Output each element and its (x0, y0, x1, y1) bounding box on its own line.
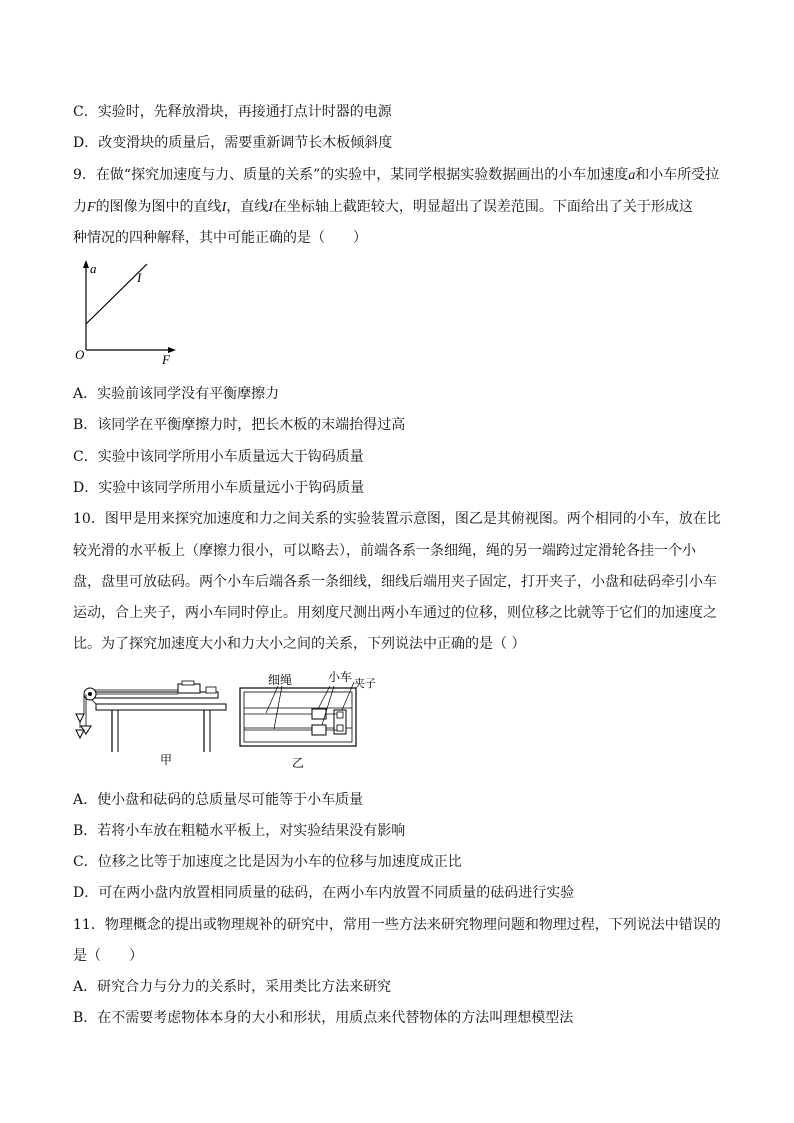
q9-line3: 种情况的四种解释，其中可能正确的是（ ） (73, 230, 367, 246)
q9-text: 在坐标轴上截距较大，明显超出了误差范围。下面给出了关于形成这 (272, 199, 693, 215)
q11-line1: 11．物理概念的提出或物理规补的研究中，常用一些方法来研究物理问题和物理过程，下列说法中错误的 (73, 917, 721, 933)
cart-top (312, 709, 326, 719)
q10-line2: 较光滑的水平板上（摩擦力很小，可以略去），前端各系一条细绳，绳的另一端跨过定滑轮各挂一个小 (73, 543, 696, 559)
q10-line1: 10．图甲是用来探究加速度和力之间关系的实验装置示意图，图乙是其俯视图。两个相同的小车，放在比 (73, 511, 721, 527)
apparatus-top-view (240, 670, 376, 770)
q9-option-a: A．实验前该同学没有平衡摩擦力 (73, 386, 280, 402)
table-top (96, 704, 226, 710)
q11-line2: 是（ ） (73, 948, 143, 964)
y-axis-label: a (90, 261, 97, 276)
q9-text: 9．在做“探究加速度与力、质量的关系”的实验中，某同学根据实验数据画出的小车加速度 (73, 167, 629, 183)
q9-option-c: C．实验中该同学所用小车质量远大于钩码质量 (73, 449, 364, 465)
var-i: I (221, 200, 227, 215)
var-i: I (268, 200, 273, 215)
weight-pan (76, 714, 84, 722)
q9-text: 力 (73, 199, 87, 215)
q10-line3: 盘，盘里可放砝码。两个小车后端各系一条细线，细线后端用夹子固定，打开夹子，小盘和砝码牵引小车 (73, 574, 717, 590)
x-axis-label: F (162, 352, 170, 367)
q9-option-b: B．该同学在平衡摩擦力时，把长木板的末端抬得过高 (73, 417, 406, 433)
q10-option-d: D．可在两小盘内放置相同质量的砝码，在两小车内放置不同质量的砝码进行实验 (73, 885, 575, 901)
q10-option-a: A．使小盘和砝码的总质量尽可能等于小车质量 (73, 792, 364, 808)
label-cart: 小车 (328, 670, 353, 684)
q9-graph (70, 258, 190, 368)
q9-text: 和小车所受拉 (635, 167, 720, 183)
label-clip: 夹子 (354, 677, 376, 690)
line-label: I (137, 270, 142, 285)
cart-top (312, 725, 326, 735)
q9-line1 (73, 165, 719, 186)
q10-figure (66, 668, 396, 776)
option-c-prev: C．实验时，先释放滑块，再接通打点计时器的电源 (73, 104, 392, 120)
label-jia: 甲 (160, 753, 173, 767)
q9-line2 (73, 197, 693, 218)
apparatus-side-view (76, 681, 226, 767)
q10-option-b: B．若将小车放在粗糙水平板上，对实验结果没有影响 (73, 823, 406, 839)
option-d-prev: D．改变滑块的质量后，需要重新调节长木板倾斜度 (73, 135, 393, 151)
q10-option-c: C．位移之比等于加速度之比是因为小车的位移与加速度成正比 (73, 854, 462, 870)
q9-text: ，直线 (226, 199, 269, 215)
var-a: a (628, 168, 636, 183)
q9-option-d: D．实验中该同学所用小车质量远小于钩码质量 (73, 480, 365, 496)
y-axis-arrow (83, 260, 89, 268)
q10-line4: 运动，合上夹子，两小车同时停止。用刻度尺测出两小车通过的位移，则位移之比就等于它们的加速度之 (73, 605, 717, 621)
origin-label: O (75, 347, 85, 362)
q9-text: 的图像为图中的直线 (95, 199, 222, 215)
label-rope: 细绳 (268, 673, 293, 687)
label-yi: 乙 (292, 756, 305, 770)
clip (206, 687, 216, 693)
q11-option-a: A．研究合力与分力的关系时，采用类比方法来研究 (73, 979, 392, 995)
q10-line5: 比。为了探究加速度大小和力大小之间的关系，下列说法中正确的是（ ） (73, 636, 526, 652)
q11-option-b: B．在不需要考虑物体本身的大小和形状，用质点来代替物体的方法叫理想模型法 (73, 1010, 574, 1026)
var-f: F (87, 200, 96, 215)
